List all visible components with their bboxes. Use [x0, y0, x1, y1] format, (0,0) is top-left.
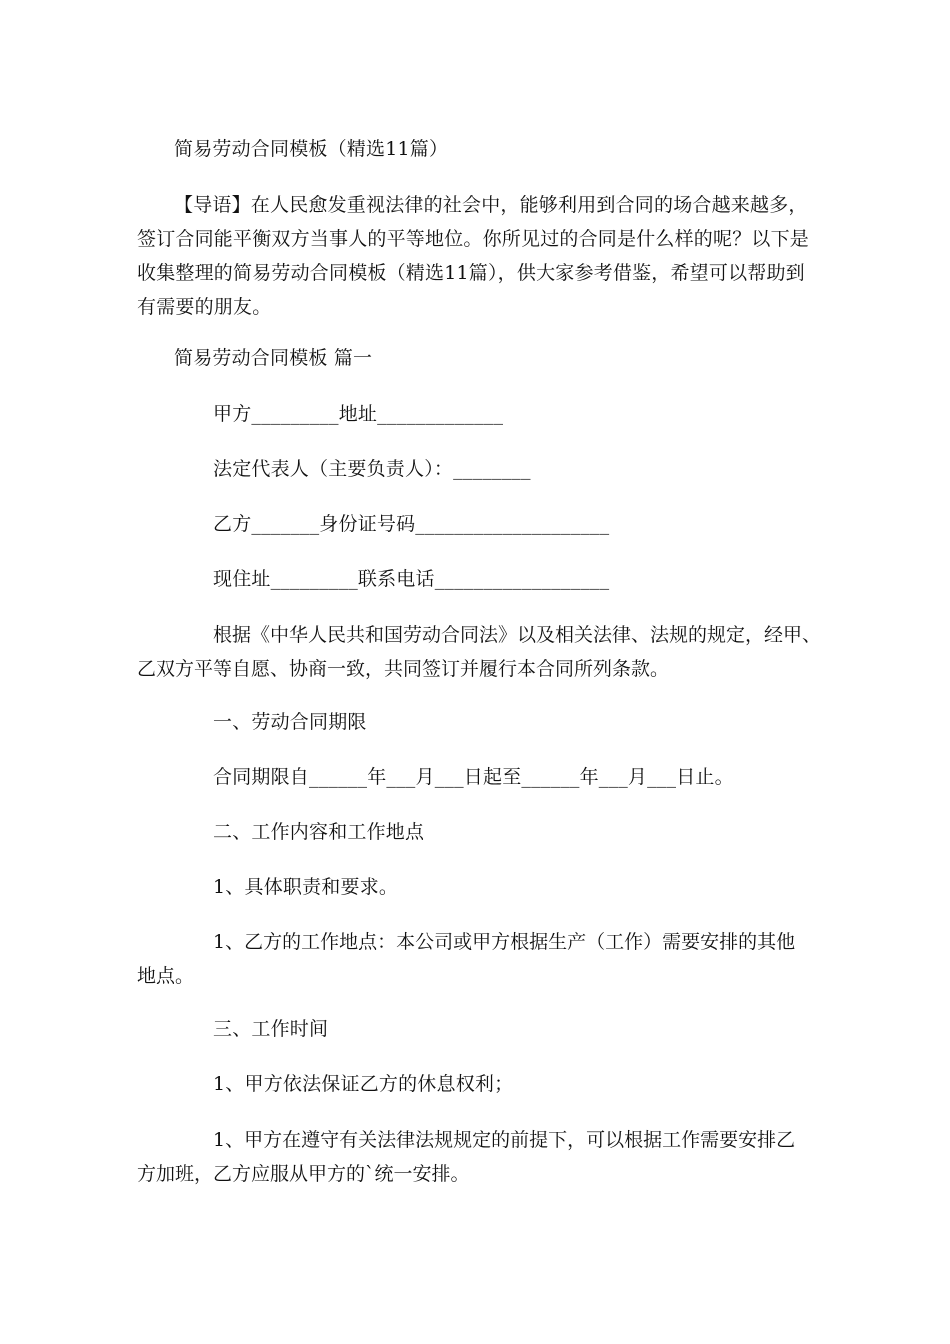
section-3-item-2-line-2: 方加班，乙方应服从甲方的`统一安排。: [137, 1163, 470, 1185]
intro-line-1: 【导语】在人民愈发重视法律的社会中，能够利用到合同的场合越来越多，: [174, 194, 808, 216]
section-2-item-1: 1、具体职责和要求。: [213, 876, 399, 898]
section-2-heading: 二、工作内容和工作地点: [213, 821, 425, 843]
section-3-heading: 三、工作时间: [213, 1018, 329, 1040]
intro-line-3: 收集整理的简易劳动合同模板（精选11篇），供大家参考借鉴，希望可以帮助到: [137, 262, 805, 284]
section-3-item-2-line-1: 1、甲方在遵守有关法律法规规定的前提下，可以根据工作需要安排乙: [213, 1129, 796, 1151]
intro-paragraph: [137, 188, 827, 324]
intro-line-2: 签订合同能平衡双方当事人的平等地位。你所见过的合同是什么样的呢？以下是: [137, 228, 810, 250]
section-2-item-2: [137, 925, 817, 993]
address-field: 现住址_________联系电话__________________: [213, 568, 610, 590]
section-2-item-2-line-2: 地点。: [137, 965, 195, 987]
chapter-title: 简易劳动合同模板 篇一: [174, 347, 373, 369]
document-title: 简易劳动合同模板（精选11篇）: [174, 138, 449, 160]
intro-line-4: 有需要的朋友。: [137, 296, 272, 318]
basis-line-2: 乙双方平等自愿、协商一致，共同签订并履行本合同所列条款。: [137, 658, 670, 680]
party-a-field: 甲方_________地址_____________: [213, 403, 504, 425]
section-1-heading: 一、劳动合同期限: [213, 711, 367, 733]
basis-line-1: 根据《中华人民共和国劳动合同法》以及相关法律、法规的规定，经甲、: [213, 624, 822, 646]
basis-paragraph: [137, 618, 822, 686]
party-b-field: 乙方_______身份证号码____________________: [213, 513, 610, 535]
legal-rep-field: 法定代表人（主要负责人）：________: [213, 458, 531, 480]
section-3-item-2: [137, 1123, 817, 1191]
contract-term: 合同期限自______年___月___日起至______年___月___日止。: [213, 766, 734, 788]
section-2-item-2-line-1: 1、乙方的工作地点：本公司或甲方根据生产（工作）需要安排的其他: [213, 931, 796, 953]
section-3-item-1: 1、甲方依法保证乙方的休息权利；: [213, 1073, 514, 1095]
